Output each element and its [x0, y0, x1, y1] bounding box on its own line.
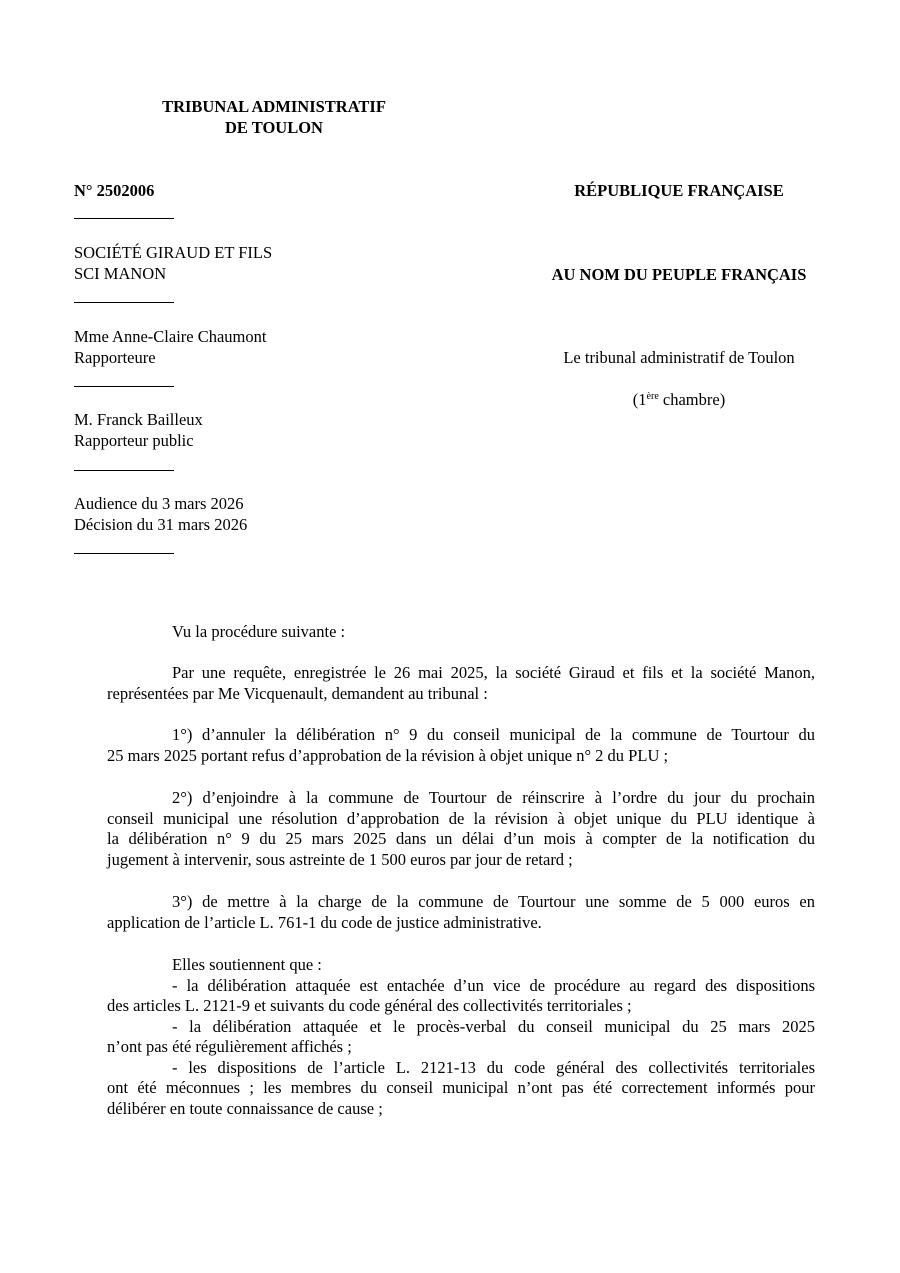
- paragraph-line: 3°) de mettre à la charge de la commune de Tourtour une somme de 5 000 euros en: [172, 892, 815, 911]
- court-name-line1: TRIBUNAL ADMINISTRATIF: [162, 97, 386, 116]
- paragraph-line: 25 mars 2025 portant refus d’approbation de la révision à objet unique n° 2 du PLU ;: [107, 745, 669, 765]
- paragraph-arguments: [107, 955, 815, 1119]
- paragraph-line: application de l’article L. 761-1 du code de justice administrative.: [107, 912, 542, 932]
- republic-heading: RÉPUBLIQUE FRANÇAISE: [574, 181, 784, 200]
- hearing-date: Audience du 3 mars 2026: [74, 494, 244, 513]
- separator-rule: [74, 553, 174, 554]
- paragraph-line: représentées par Me Vicquenault, demandent au tribunal :: [107, 683, 488, 703]
- paragraph-line: n’ont pas été régulièrement affichés ;: [107, 1037, 352, 1056]
- paragraph-line: jugement à intervenir, sous astreinte de 1 500 euros par jour de retard ;: [107, 849, 573, 869]
- public-rapporteur-block: [74, 410, 203, 451]
- paragraph-line: la délibération n° 9 du 25 mars 2025 dans un délai d’un mois à compter de la notification du: [107, 829, 815, 848]
- paragraph-line: délibérer en toute connaissance de cause ;: [107, 1098, 383, 1118]
- procedure-title: Vu la procédure suivante :: [172, 622, 346, 641]
- people-heading: AU NOM DU PEUPLE FRANÇAIS: [551, 265, 807, 284]
- paragraph-line: 2°) d’enjoindre à la commune de Tourtour de réinscrire à l’ordre du jour du prochain: [172, 788, 815, 807]
- paragraph-line: conseil municipal une résolution d’approbation de la révision à objet unique du PLU identique à: [107, 808, 815, 828]
- tribunal-name: Le tribunal administratif de Toulon: [563, 348, 795, 367]
- paragraph-line: - la délibération attaquée et le procès-verbal du conseil municipal du 25 mars 2025: [172, 1016, 815, 1036]
- rapporteur-name: Mme Anne-Claire Chaumont: [74, 327, 267, 346]
- paragraph-line: - la délibération attaquée est entachée d’un vice de procédure au regard des dispositions: [172, 975, 815, 995]
- dates-block: [74, 494, 247, 535]
- chamber-number: (1: [632, 390, 647, 409]
- party-name: SOCIÉTÉ GIRAUD ET FILS: [74, 243, 273, 262]
- paragraph-line: Elles soutiennent que :: [172, 955, 322, 974]
- paragraph-line: - les dispositions de l’article L. 2121-13 du code général des collectivités territoriales: [172, 1057, 815, 1077]
- parties-block: [74, 243, 272, 284]
- paragraph-request: [107, 663, 815, 704]
- court-name-line2: DE TOULON: [225, 117, 323, 137]
- chamber-superscript: ère: [646, 391, 659, 402]
- party-name: SCI MANON: [74, 263, 167, 283]
- chamber: [530, 390, 828, 410]
- public-rapporteur-name: M. Franck Bailleux: [74, 410, 203, 429]
- paragraph-conclusion-2: [107, 788, 815, 870]
- paragraph-line: des articles L. 2121-9 et suivants du code général des collectivités territoriales ;: [107, 996, 632, 1015]
- separator-rule: [74, 386, 174, 387]
- separator-rule: [74, 218, 174, 219]
- separator-rule: [74, 470, 174, 471]
- decision-date: Décision du 31 mars 2026: [74, 514, 248, 534]
- paragraph-line: 1°) d’annuler la délibération n° 9 du conseil municipal de la commune de Tourtour du: [172, 725, 815, 744]
- paragraph-conclusion-1: [107, 725, 815, 766]
- case-number: N° 2502006: [74, 181, 155, 200]
- public-rapporteur-role: Rapporteur public: [74, 430, 194, 450]
- paragraph-conclusion-3: [107, 892, 815, 933]
- paragraph-line: ont été méconnues ; les membres du conseil municipal n’ont pas été correctement informés pour: [107, 1078, 815, 1097]
- rapporteur-block: [74, 327, 266, 368]
- rapporteur-role: Rapporteure: [74, 347, 156, 367]
- paragraph-line: Par une requête, enregistrée le 26 mai 2025, la société Giraud et fils et la société Manon,: [172, 663, 815, 682]
- chamber-label: chambre): [658, 390, 726, 409]
- court-name: [140, 97, 408, 138]
- separator-rule: [74, 302, 174, 303]
